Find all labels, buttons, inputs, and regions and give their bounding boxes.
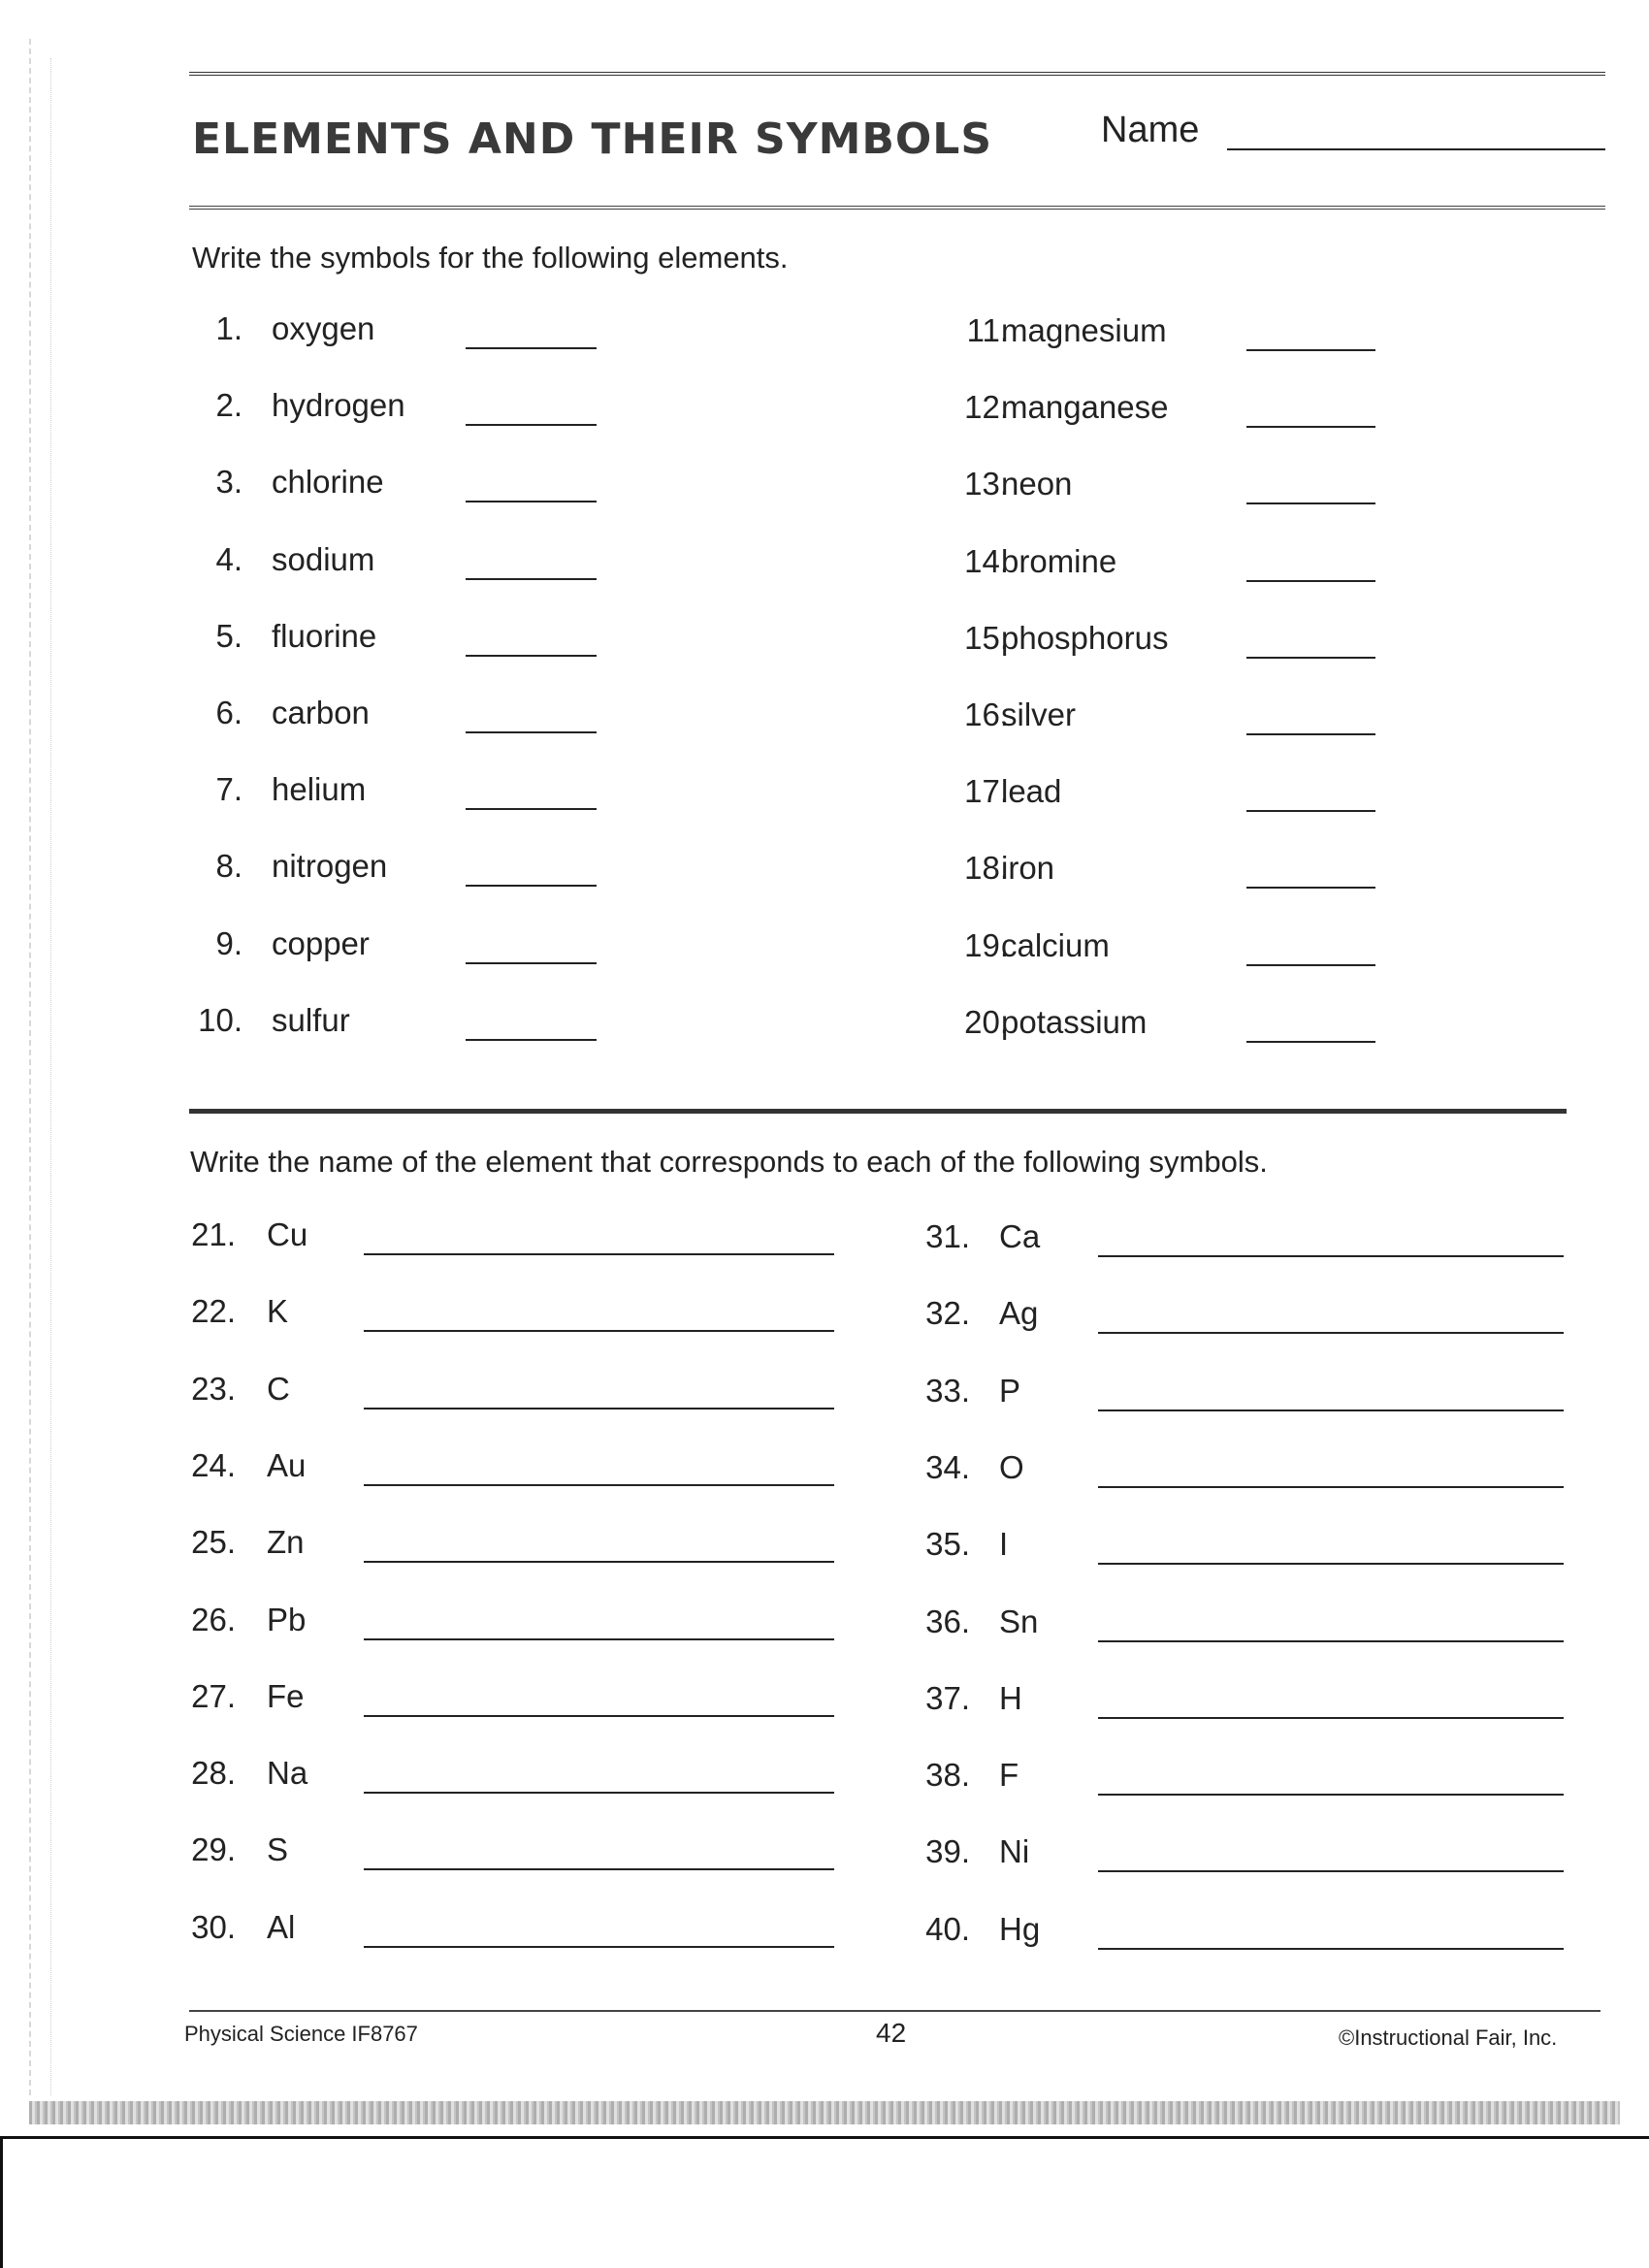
scan-margin bbox=[0, 2136, 1649, 2268]
answer-blank[interactable] bbox=[1246, 810, 1375, 812]
question-term: Fe bbox=[267, 1677, 305, 1714]
answer-blank[interactable] bbox=[466, 424, 597, 426]
question-number: 26. bbox=[191, 1601, 236, 1637]
answer-blank[interactable] bbox=[1246, 733, 1375, 735]
question-number: 28. bbox=[191, 1755, 236, 1792]
question-number: 16. bbox=[964, 697, 1009, 732]
question-number: 39. bbox=[925, 1833, 970, 1870]
answer-blank[interactable] bbox=[1246, 426, 1375, 428]
question-number: 22. bbox=[191, 1293, 236, 1330]
question-number: 31. bbox=[925, 1218, 970, 1254]
question-term: lead bbox=[1001, 773, 1062, 810]
question-term: K bbox=[267, 1293, 289, 1330]
question-number: 20. bbox=[964, 1003, 1009, 1040]
question-term: P bbox=[999, 1372, 1021, 1409]
answer-blank[interactable] bbox=[1098, 1486, 1564, 1488]
answer-blank[interactable] bbox=[1246, 657, 1375, 659]
question-term: magnesium bbox=[1001, 312, 1167, 348]
question-term: Zn bbox=[267, 1524, 305, 1561]
answer-blank[interactable] bbox=[1098, 1717, 1564, 1719]
answer-blank[interactable] bbox=[364, 1484, 834, 1486]
answer-blank[interactable] bbox=[1246, 887, 1375, 889]
question-term: Hg bbox=[999, 1910, 1041, 1947]
answer-blank[interactable] bbox=[1246, 964, 1375, 966]
question-number: 9. bbox=[215, 924, 242, 961]
answer-blank[interactable] bbox=[364, 1253, 834, 1255]
question-term: hydrogen bbox=[272, 387, 405, 424]
answer-blank[interactable] bbox=[1098, 1948, 1564, 1950]
question-number: 32. bbox=[925, 1295, 970, 1332]
question-term: Sn bbox=[999, 1603, 1039, 1639]
question-term: Au bbox=[267, 1446, 307, 1483]
question-term: manganese bbox=[1001, 389, 1169, 426]
name-label: Name bbox=[1101, 110, 1200, 150]
question-term: Ag bbox=[999, 1295, 1039, 1332]
answer-blank[interactable] bbox=[466, 578, 597, 580]
question-number: 5. bbox=[215, 617, 242, 654]
question-number: 23. bbox=[191, 1370, 236, 1407]
scan-margin-edge bbox=[0, 2136, 1649, 2139]
question-number: 12. bbox=[964, 389, 1009, 426]
question-term: Na bbox=[267, 1755, 308, 1792]
answer-blank[interactable] bbox=[364, 1715, 834, 1717]
question-number: 27. bbox=[191, 1677, 236, 1714]
question-number: 19. bbox=[964, 926, 1009, 963]
question-number: 10. bbox=[198, 1001, 242, 1038]
question-term: nitrogen bbox=[272, 848, 388, 885]
question-term: Al bbox=[267, 1908, 296, 1945]
answer-blank[interactable] bbox=[466, 885, 597, 887]
question-term: silver bbox=[1001, 697, 1077, 732]
answer-blank[interactable] bbox=[1098, 1870, 1564, 1872]
question-number: 35. bbox=[925, 1526, 970, 1563]
question-term: Pb bbox=[267, 1601, 307, 1637]
answer-blank[interactable] bbox=[466, 501, 597, 502]
question-term: neon bbox=[1001, 466, 1073, 502]
question-number: 33. bbox=[925, 1372, 970, 1409]
question-term: oxygen bbox=[272, 310, 375, 346]
footer-course: Physical Science IF8767 bbox=[184, 2022, 418, 2046]
answer-blank[interactable] bbox=[466, 808, 597, 810]
section-divider bbox=[189, 1109, 1567, 1114]
name-blank-line[interactable] bbox=[1227, 148, 1605, 150]
question-term: copper bbox=[272, 924, 370, 961]
question-number: 1. bbox=[215, 310, 242, 346]
question-term: I bbox=[999, 1526, 1009, 1563]
answer-blank[interactable] bbox=[1246, 349, 1375, 351]
answer-blank[interactable] bbox=[364, 1792, 834, 1794]
question-number: 18. bbox=[964, 850, 1009, 887]
question-number: 14. bbox=[964, 542, 1009, 579]
question-term: F bbox=[999, 1757, 1019, 1794]
answer-blank[interactable] bbox=[364, 1868, 834, 1870]
answer-blank[interactable] bbox=[364, 1408, 834, 1409]
question-number: 36. bbox=[925, 1603, 970, 1639]
answer-blank[interactable] bbox=[1098, 1640, 1564, 1642]
question-number: 25. bbox=[191, 1524, 236, 1561]
answer-blank[interactable] bbox=[364, 1330, 834, 1332]
scan-edge-artifact-inner bbox=[50, 58, 53, 2095]
question-term: chlorine bbox=[272, 464, 384, 501]
question-number: 29. bbox=[191, 1831, 236, 1868]
question-number: 34. bbox=[925, 1448, 970, 1485]
question-number: 8. bbox=[215, 848, 242, 885]
scan-edge-artifact bbox=[29, 39, 37, 2095]
page-number: 42 bbox=[876, 2018, 907, 2048]
title-rule bbox=[189, 206, 1605, 210]
part1-instructions: Write the symbols for the following elements. bbox=[192, 241, 789, 275]
question-term: calcium bbox=[1001, 926, 1110, 963]
question-number: 2. bbox=[215, 387, 242, 424]
question-term: O bbox=[999, 1448, 1024, 1485]
question-number: 13. bbox=[964, 466, 1009, 502]
answer-blank[interactable] bbox=[466, 731, 597, 733]
answer-blank[interactable] bbox=[1098, 1794, 1564, 1796]
question-number: 38. bbox=[925, 1757, 970, 1794]
scan-bottom-artifact bbox=[29, 2101, 1620, 2124]
answer-blank[interactable] bbox=[1098, 1332, 1564, 1334]
question-number: 30. bbox=[191, 1908, 236, 1945]
question-number: 7. bbox=[215, 771, 242, 808]
answer-blank[interactable] bbox=[466, 655, 597, 657]
question-number: 21. bbox=[191, 1216, 236, 1252]
answer-blank[interactable] bbox=[466, 1039, 597, 1041]
question-term: sulfur bbox=[272, 1001, 350, 1038]
answer-blank[interactable] bbox=[1246, 1041, 1375, 1043]
question-term: iron bbox=[1001, 850, 1055, 887]
question-number: 40. bbox=[925, 1910, 970, 1947]
question-number: 4. bbox=[215, 540, 242, 577]
top-rule bbox=[189, 72, 1605, 76]
answer-blank[interactable] bbox=[1098, 1409, 1564, 1411]
question-number: 6. bbox=[215, 695, 242, 730]
answer-blank[interactable] bbox=[1098, 1255, 1564, 1257]
question-term: sodium bbox=[272, 540, 375, 577]
answer-blank[interactable] bbox=[364, 1561, 834, 1563]
question-number: 15. bbox=[964, 619, 1009, 656]
question-term: C bbox=[267, 1370, 290, 1407]
answer-blank[interactable] bbox=[364, 1638, 834, 1640]
answer-blank[interactable] bbox=[1098, 1563, 1564, 1565]
question-number: 24. bbox=[191, 1446, 236, 1483]
question-number: 3. bbox=[215, 464, 242, 501]
question-term: potassium bbox=[1001, 1003, 1148, 1040]
question-term: Cu bbox=[267, 1216, 308, 1252]
question-term: H bbox=[999, 1679, 1022, 1716]
question-term: Ni bbox=[999, 1833, 1030, 1870]
question-term: fluorine bbox=[272, 617, 377, 654]
page-title: ELEMENTS AND THEIR SYMBOLS bbox=[192, 114, 993, 164]
scan-margin-side bbox=[0, 2136, 3, 2268]
answer-blank[interactable] bbox=[1246, 502, 1375, 504]
question-term: S bbox=[267, 1831, 289, 1868]
footer-copyright: ©Instructional Fair, Inc. bbox=[1339, 2025, 1558, 2050]
question-number: 37. bbox=[925, 1679, 970, 1716]
question-term: phosphorus bbox=[1001, 619, 1169, 656]
answer-blank[interactable] bbox=[364, 1946, 834, 1948]
part2-instructions: Write the name of the element that corresponds to each of the following symbols. bbox=[190, 1145, 1268, 1179]
question-number: 11. bbox=[966, 312, 1009, 348]
question-number: 17. bbox=[964, 773, 1009, 810]
answer-blank[interactable] bbox=[466, 962, 597, 964]
question-term: carbon bbox=[272, 695, 370, 730]
answer-blank[interactable] bbox=[466, 347, 597, 349]
answer-blank[interactable] bbox=[1246, 580, 1375, 582]
question-term: helium bbox=[272, 771, 367, 808]
footer-rule bbox=[189, 2010, 1600, 2012]
question-term: Ca bbox=[999, 1218, 1041, 1254]
question-term: bromine bbox=[1001, 542, 1117, 579]
